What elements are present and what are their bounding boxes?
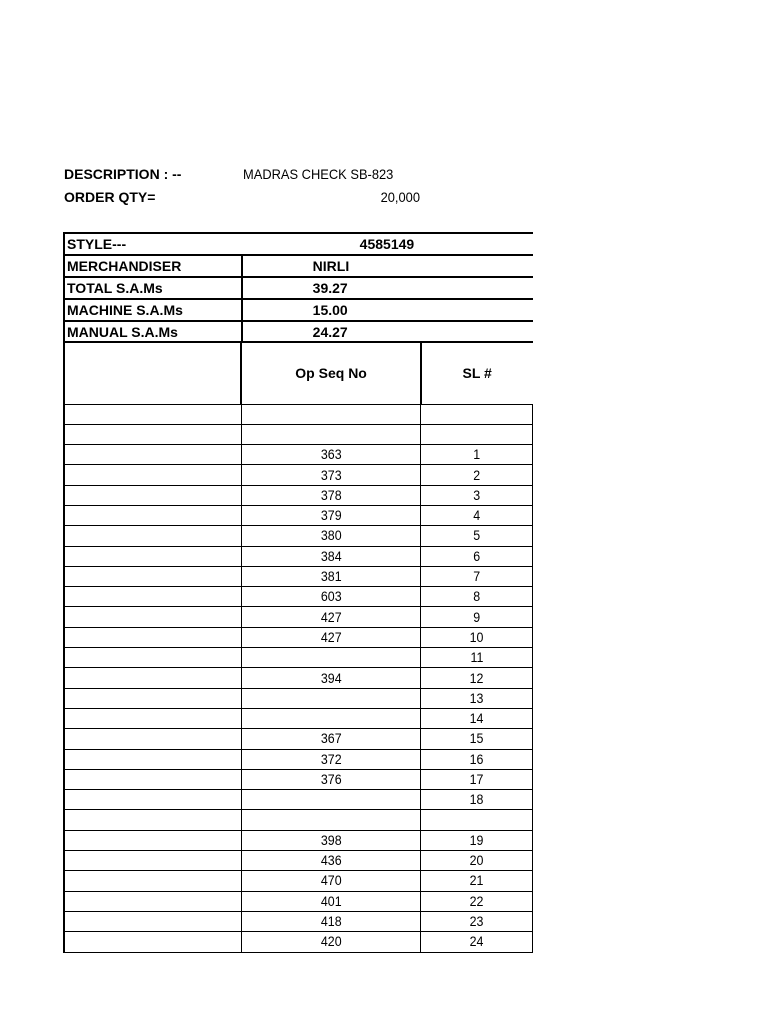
table-row xyxy=(64,810,533,830)
table-row xyxy=(64,566,533,586)
row-blank-cell xyxy=(64,648,241,668)
sl-number-value: 23 xyxy=(469,914,484,930)
table-row xyxy=(64,445,533,465)
sl-number-value: 5 xyxy=(473,528,481,544)
table-row xyxy=(64,648,533,668)
table-row xyxy=(64,769,533,789)
op-seq-no-value: 401 xyxy=(320,893,342,909)
op-seq-no-value: 378 xyxy=(320,487,342,503)
op-seq-no-value: 379 xyxy=(320,508,342,524)
manual-sams-label: MANUAL S.A.Ms xyxy=(64,321,242,342)
total-sams-row xyxy=(64,277,533,299)
sl-number-value: 18 xyxy=(469,792,484,808)
op-seq-no-cell xyxy=(241,790,420,810)
op-seq-no-cell xyxy=(241,648,420,668)
op-seq-no-value: 381 xyxy=(320,569,342,585)
sl-number-value: 6 xyxy=(473,548,481,564)
row-blank-cell xyxy=(64,891,241,911)
sl-number-value: 16 xyxy=(469,751,484,767)
sl-number-cell xyxy=(421,688,533,708)
op-seq-no-cell xyxy=(241,871,420,891)
row-blank-cell xyxy=(64,607,241,627)
row-blank-cell xyxy=(64,546,241,566)
column-header-sl-number: SL # xyxy=(421,342,533,404)
sl-number-value: 21 xyxy=(469,873,484,889)
sl-number-value: 20 xyxy=(469,853,484,869)
op-seq-no-cell xyxy=(241,911,420,931)
op-seq-no-value: 380 xyxy=(320,528,342,544)
row-blank-cell xyxy=(64,526,241,546)
sl-number-cell xyxy=(421,911,533,931)
sl-number-value: 4 xyxy=(473,508,481,524)
sl-number-cell xyxy=(421,485,533,505)
sl-number-value: 13 xyxy=(469,690,484,706)
order-qty-value: 20,000 xyxy=(380,189,420,205)
op-seq-no-cell xyxy=(241,729,420,749)
op-seq-no-cell xyxy=(241,708,420,728)
op-seq-no-cell xyxy=(241,607,420,627)
row-blank-cell xyxy=(64,708,241,728)
op-seq-no-cell xyxy=(241,465,420,485)
op-seq-no-cell xyxy=(241,830,420,850)
sl-number-cell xyxy=(421,769,533,789)
table-row xyxy=(64,424,533,444)
sl-number-cell xyxy=(421,526,533,546)
table-row xyxy=(64,505,533,525)
style-label: STYLE--- xyxy=(64,233,242,255)
op-seq-no-value: 398 xyxy=(320,832,342,848)
sl-number-value: 14 xyxy=(469,711,484,727)
sl-number-cell xyxy=(421,627,533,647)
sl-number-value: 15 xyxy=(469,731,484,747)
table-row xyxy=(64,404,533,424)
sl-number-cell xyxy=(421,505,533,525)
op-seq-no-value: 372 xyxy=(320,751,342,767)
sl-number-cell xyxy=(421,891,533,911)
op-seq-no-cell xyxy=(241,769,420,789)
merchandiser-label: MERCHANDISER xyxy=(64,255,242,277)
op-seq-no-cell xyxy=(241,810,420,830)
row-blank-cell xyxy=(64,424,241,444)
row-blank-cell xyxy=(64,688,241,708)
sl-number-cell xyxy=(421,871,533,891)
sl-number-value: 22 xyxy=(469,893,484,909)
table-row xyxy=(64,607,533,627)
table-row xyxy=(64,891,533,911)
merchandiser-value: NIRLI xyxy=(242,255,533,277)
sl-number-value: 10 xyxy=(469,629,484,645)
op-seq-no-cell xyxy=(241,485,420,505)
op-seq-no-value: 427 xyxy=(320,629,342,645)
row-blank-cell xyxy=(64,505,241,525)
sl-number-cell xyxy=(421,445,533,465)
op-seq-no-value: 420 xyxy=(320,934,342,950)
op-seq-no-cell xyxy=(241,404,420,424)
sl-number-cell xyxy=(421,932,533,952)
table-row xyxy=(64,587,533,607)
op-seq-no-cell xyxy=(241,668,420,688)
description-value: MADRAS CHECK SB-823 xyxy=(243,166,394,182)
row-blank-cell xyxy=(64,566,241,586)
sl-number-cell xyxy=(421,749,533,769)
style-info-table xyxy=(63,232,533,342)
table-row xyxy=(64,526,533,546)
sl-number-cell xyxy=(421,851,533,871)
row-blank-cell xyxy=(64,769,241,789)
op-seq-no-value: 427 xyxy=(320,609,342,625)
op-seq-no-cell xyxy=(241,424,420,444)
sl-number-value: 17 xyxy=(469,771,484,787)
description-label: DESCRIPTION : -- xyxy=(64,166,182,182)
column-header-blank xyxy=(64,342,241,404)
row-blank-cell xyxy=(64,485,241,505)
row-blank-cell xyxy=(64,445,241,465)
table-row xyxy=(64,790,533,810)
sl-number-value: 9 xyxy=(473,609,481,625)
sl-number-cell xyxy=(421,404,533,424)
op-seq-no-cell xyxy=(241,932,420,952)
sl-number-value: 7 xyxy=(473,569,481,585)
operations-table-body xyxy=(64,404,533,952)
sl-number-cell xyxy=(421,546,533,566)
row-blank-cell xyxy=(64,810,241,830)
table-row xyxy=(64,871,533,891)
table-row xyxy=(64,627,533,647)
op-seq-no-cell xyxy=(241,587,420,607)
table-row xyxy=(64,668,533,688)
row-blank-cell xyxy=(64,932,241,952)
sl-number-value: 19 xyxy=(469,832,484,848)
sl-number-value: 8 xyxy=(473,589,481,605)
row-blank-cell xyxy=(64,627,241,647)
sl-number-cell xyxy=(421,424,533,444)
table-row xyxy=(64,729,533,749)
table-row xyxy=(64,932,533,952)
sl-number-value: 12 xyxy=(469,670,484,686)
total-sams-label: TOTAL S.A.Ms xyxy=(64,277,242,299)
sl-number-value: 1 xyxy=(473,447,481,463)
table-row xyxy=(64,688,533,708)
op-seq-no-value: 363 xyxy=(320,447,342,463)
op-seq-no-cell xyxy=(241,445,420,465)
op-seq-no-cell xyxy=(241,566,420,586)
op-seq-no-cell xyxy=(241,749,420,769)
merchandiser-row xyxy=(64,255,533,277)
row-blank-cell xyxy=(64,668,241,688)
column-header-op-seq-no: Op Seq No xyxy=(241,342,420,404)
op-seq-no-value: 418 xyxy=(320,914,342,930)
table-row xyxy=(64,851,533,871)
sl-number-value: 11 xyxy=(470,650,484,666)
op-seq-no-cell xyxy=(241,627,420,647)
row-blank-cell xyxy=(64,404,241,424)
sl-number-cell xyxy=(421,790,533,810)
total-sams-value: 39.27 xyxy=(242,277,533,299)
style-value: 4585149 xyxy=(242,233,533,255)
machine-sams-value: 15.00 xyxy=(242,299,533,321)
op-seq-no-cell xyxy=(241,851,420,871)
op-seq-no-value: 436 xyxy=(320,853,342,869)
row-blank-cell xyxy=(64,465,241,485)
sl-number-cell xyxy=(421,607,533,627)
machine-sams-row xyxy=(64,299,533,321)
sl-number-value: 2 xyxy=(473,467,481,483)
row-blank-cell xyxy=(64,911,241,931)
sl-number-value: 24 xyxy=(469,934,484,950)
op-seq-no-cell xyxy=(241,688,420,708)
op-seq-no-cell xyxy=(241,505,420,525)
op-seq-no-value: 470 xyxy=(320,873,342,889)
sl-number-cell xyxy=(421,830,533,850)
manual-sams-row xyxy=(64,321,533,342)
operations-table xyxy=(63,341,533,953)
table-row xyxy=(64,830,533,850)
style-row xyxy=(64,233,533,255)
operations-header-row xyxy=(64,342,533,404)
row-blank-cell xyxy=(64,587,241,607)
op-seq-no-value: 384 xyxy=(320,548,342,564)
table-row xyxy=(64,708,533,728)
row-blank-cell xyxy=(64,851,241,871)
op-seq-no-cell xyxy=(241,891,420,911)
op-seq-no-value: 394 xyxy=(320,670,342,686)
row-blank-cell xyxy=(64,749,241,769)
op-seq-no-value: 373 xyxy=(320,467,342,483)
op-seq-no-value: 603 xyxy=(320,589,342,605)
sl-number-cell xyxy=(421,566,533,586)
table-row xyxy=(64,465,533,485)
table-row xyxy=(64,911,533,931)
sl-number-cell xyxy=(421,587,533,607)
sl-number-cell xyxy=(421,465,533,485)
row-blank-cell xyxy=(64,729,241,749)
op-seq-no-cell xyxy=(241,526,420,546)
op-seq-no-value: 367 xyxy=(320,731,342,747)
order-qty-label: ORDER QTY= xyxy=(64,189,156,205)
table-row xyxy=(64,546,533,566)
op-seq-no-value: 376 xyxy=(320,771,342,787)
row-blank-cell xyxy=(64,790,241,810)
sl-number-cell xyxy=(421,708,533,728)
sl-number-cell xyxy=(421,729,533,749)
table-row xyxy=(64,485,533,505)
sl-number-cell xyxy=(421,810,533,830)
sl-number-cell xyxy=(421,668,533,688)
manual-sams-value: 24.27 xyxy=(242,321,533,342)
machine-sams-label: MACHINE S.A.Ms xyxy=(64,299,242,321)
table-row xyxy=(64,749,533,769)
op-seq-no-cell xyxy=(241,546,420,566)
row-blank-cell xyxy=(64,871,241,891)
sl-number-value: 3 xyxy=(473,487,481,503)
sl-number-cell xyxy=(421,648,533,668)
row-blank-cell xyxy=(64,830,241,850)
